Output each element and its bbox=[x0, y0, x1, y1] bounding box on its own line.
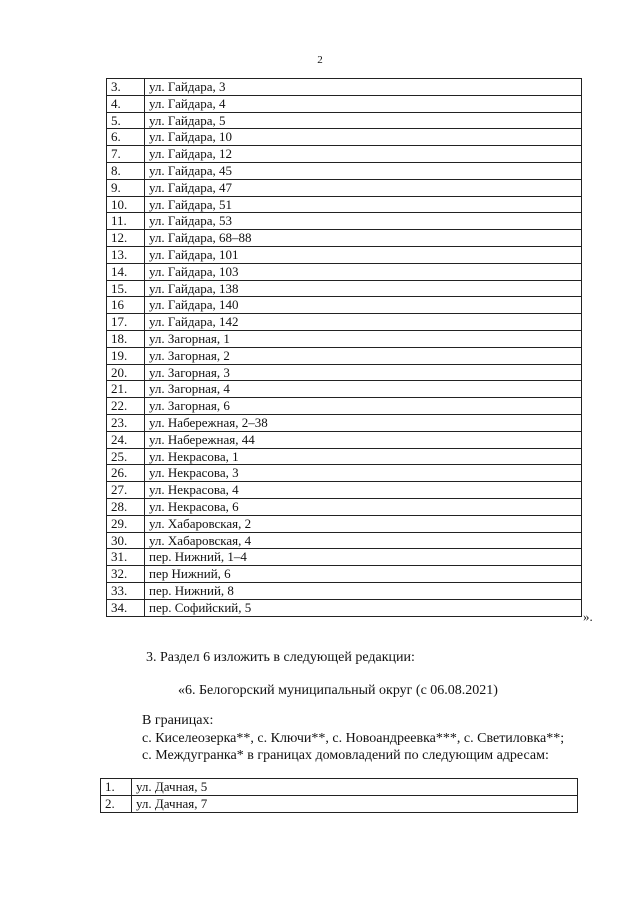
row-address: ул. Гайдара, 51 bbox=[145, 196, 582, 213]
villages-line-2: с. Междугранка* в границах домовладений по следующим адресам: bbox=[142, 748, 549, 763]
table-row bbox=[107, 146, 582, 163]
row-address: ул. Некрасова, 3 bbox=[145, 465, 582, 482]
row-address: ул. Гайдара, 45 bbox=[145, 162, 582, 179]
row-address: ул. Некрасова, 6 bbox=[145, 498, 582, 515]
row-number: 6. bbox=[107, 129, 145, 146]
row-address: ул. Гайдара, 101 bbox=[145, 246, 582, 263]
row-number: 15. bbox=[107, 280, 145, 297]
table-row bbox=[107, 465, 582, 482]
table-row bbox=[107, 129, 582, 146]
row-number: 28. bbox=[107, 498, 145, 515]
row-number: 31. bbox=[107, 549, 145, 566]
row-address: ул. Дачная, 7 bbox=[132, 795, 578, 812]
table-row bbox=[107, 347, 582, 364]
row-address: ул. Гайдара, 12 bbox=[145, 146, 582, 163]
table-row bbox=[107, 515, 582, 532]
row-address: ул. Набережная, 44 bbox=[145, 431, 582, 448]
closing-quote: ». bbox=[583, 609, 593, 624]
row-address: ул. Хабаровская, 2 bbox=[145, 515, 582, 532]
row-number: 5. bbox=[107, 112, 145, 129]
row-address: ул. Гайдара, 10 bbox=[145, 129, 582, 146]
row-number: 4. bbox=[107, 95, 145, 112]
row-address: ул. Гайдара, 53 bbox=[145, 213, 582, 230]
row-number: 34. bbox=[107, 599, 145, 616]
table-row bbox=[107, 381, 582, 398]
table-row bbox=[107, 213, 582, 230]
row-address: ул. Гайдара, 4 bbox=[145, 95, 582, 112]
row-number: 22. bbox=[107, 398, 145, 415]
table-row bbox=[107, 196, 582, 213]
table-row bbox=[107, 414, 582, 431]
table-row bbox=[107, 431, 582, 448]
row-number: 17. bbox=[107, 314, 145, 331]
row-number: 12. bbox=[107, 230, 145, 247]
row-number: 33. bbox=[107, 582, 145, 599]
row-address: ул. Гайдара, 140 bbox=[145, 297, 582, 314]
row-number: 7. bbox=[107, 146, 145, 163]
table-row bbox=[107, 162, 582, 179]
row-number: 11. bbox=[107, 213, 145, 230]
row-number: 8. bbox=[107, 162, 145, 179]
table-row bbox=[107, 582, 582, 599]
table-row bbox=[107, 549, 582, 566]
row-address: ул. Некрасова, 1 bbox=[145, 448, 582, 465]
row-address: ул. Гайдара, 5 bbox=[145, 112, 582, 129]
row-number: 9. bbox=[107, 179, 145, 196]
villages-line-1: с. Киселеозерка**, с. Ключи**, с. Новоандреевка***, с. Светиловка**; bbox=[142, 731, 565, 746]
address-table-2 bbox=[100, 778, 578, 813]
row-address: ул. Хабаровская, 4 bbox=[145, 532, 582, 549]
row-address: ул. Загорная, 6 bbox=[145, 398, 582, 415]
table-row bbox=[107, 179, 582, 196]
row-address: пер. Софийский, 5 bbox=[145, 599, 582, 616]
row-address: ул. Загорная, 1 bbox=[145, 330, 582, 347]
section-3-text: 3. Раздел 6 изложить в следующей редакции: bbox=[146, 650, 415, 665]
row-address: ул. Гайдара, 142 bbox=[145, 314, 582, 331]
row-number: 26. bbox=[107, 465, 145, 482]
row-address: пер Нижний, 6 bbox=[145, 566, 582, 583]
table-row bbox=[107, 398, 582, 415]
row-number: 13. bbox=[107, 246, 145, 263]
table-row bbox=[107, 330, 582, 347]
table-row bbox=[107, 263, 582, 280]
row-number: 21. bbox=[107, 381, 145, 398]
row-address: ул. Некрасова, 4 bbox=[145, 482, 582, 499]
row-address: ул. Дачная, 5 bbox=[132, 779, 578, 796]
row-number: 30. bbox=[107, 532, 145, 549]
table-row bbox=[107, 280, 582, 297]
row-address: ул. Набережная, 2–38 bbox=[145, 414, 582, 431]
section-6-heading: «6. Белогорский муниципальный округ (с 06.08.2021) bbox=[178, 683, 498, 698]
row-address: ул. Загорная, 3 bbox=[145, 364, 582, 381]
row-address: пер. Нижний, 8 bbox=[145, 582, 582, 599]
table-row bbox=[107, 79, 582, 96]
table-row bbox=[107, 498, 582, 515]
row-number: 16 bbox=[107, 297, 145, 314]
borders-label: В границах: bbox=[142, 713, 214, 728]
row-number: 10. bbox=[107, 196, 145, 213]
address-table-1 bbox=[106, 78, 582, 617]
row-number: 32. bbox=[107, 566, 145, 583]
table-row bbox=[107, 230, 582, 247]
row-number: 18. bbox=[107, 330, 145, 347]
table-row bbox=[107, 95, 582, 112]
row-address: ул. Гайдара, 47 bbox=[145, 179, 582, 196]
table-row bbox=[107, 364, 582, 381]
row-number: 2. bbox=[101, 795, 132, 812]
row-number: 25. bbox=[107, 448, 145, 465]
row-number: 3. bbox=[107, 79, 145, 96]
table-row bbox=[107, 246, 582, 263]
row-address: ул. Гайдара, 68–88 bbox=[145, 230, 582, 247]
row-number: 27. bbox=[107, 482, 145, 499]
table-row bbox=[107, 566, 582, 583]
table-row bbox=[107, 297, 582, 314]
page-number: 2 bbox=[317, 54, 323, 66]
row-address: ул. Загорная, 2 bbox=[145, 347, 582, 364]
table-row bbox=[101, 795, 578, 812]
row-address: ул. Гайдара, 3 bbox=[145, 79, 582, 96]
table-row bbox=[107, 314, 582, 331]
row-number: 1. bbox=[101, 779, 132, 796]
row-number: 24. bbox=[107, 431, 145, 448]
row-number: 14. bbox=[107, 263, 145, 280]
table-row bbox=[107, 599, 582, 616]
table-row bbox=[107, 532, 582, 549]
table-row bbox=[101, 779, 578, 796]
row-address: ул. Загорная, 4 bbox=[145, 381, 582, 398]
table-row bbox=[107, 448, 582, 465]
table-row bbox=[107, 482, 582, 499]
row-number: 23. bbox=[107, 414, 145, 431]
table-row bbox=[107, 112, 582, 129]
row-address: пер. Нижний, 1–4 bbox=[145, 549, 582, 566]
row-number: 20. bbox=[107, 364, 145, 381]
row-address: ул. Гайдара, 138 bbox=[145, 280, 582, 297]
row-number: 29. bbox=[107, 515, 145, 532]
row-number: 19. bbox=[107, 347, 145, 364]
row-address: ул. Гайдара, 103 bbox=[145, 263, 582, 280]
